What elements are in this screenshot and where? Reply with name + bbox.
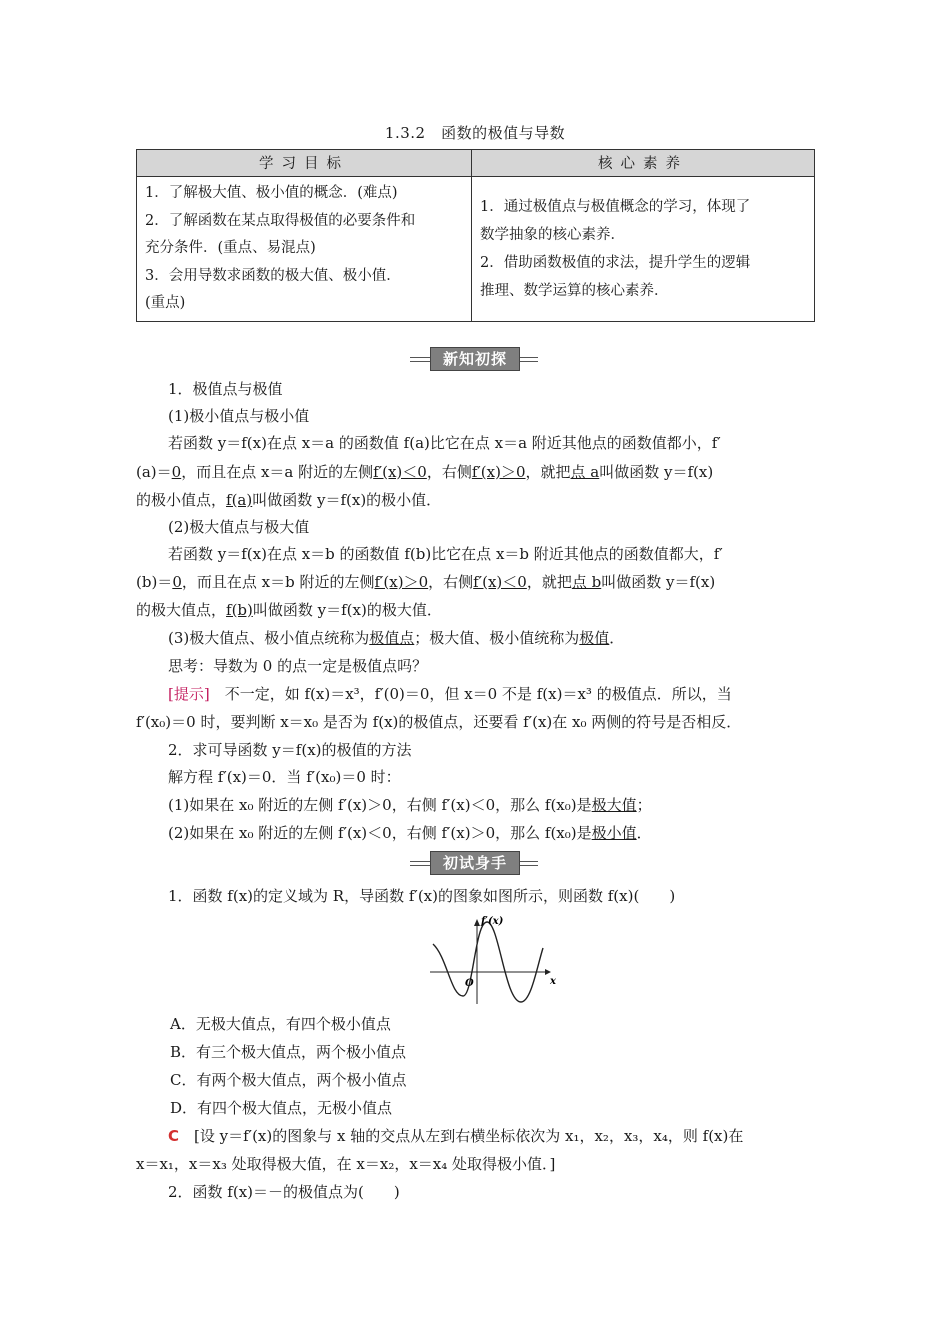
think-question: 思考：导数为 0 的点一定是极值点吗？ <box>168 657 428 675</box>
answer-line-2: x＝x₁，x＝x₃ 处取得极大值，在 x＝x₂，x＝x₄ 处取得极小值．] <box>136 1155 556 1173</box>
goal-line: 充分条件．(重点、易混点) <box>145 240 316 256</box>
literacy-cell <box>472 177 815 322</box>
answer-line-1: C [设 y＝f′(x)的图象与 x 轴的交点从左到右横坐标依次为 x₁，x₂，x₃，x₄，则 f(x)在 <box>168 1127 744 1145</box>
goals-cell <box>137 177 472 322</box>
banner-new-knowledge: 新知初探 <box>410 347 538 369</box>
literacy-header: 核心素养 <box>472 150 815 177</box>
question-1-stem: 1．函数 f(x)的定义域为 R，导函数 f′(x)的图象如图所示，则函数 f(x)( ) <box>168 887 676 905</box>
heading-extremum: 1．极值点与极值 <box>168 380 283 398</box>
x-label: x <box>550 976 556 987</box>
origin-label: O <box>465 978 474 989</box>
derivative-graph <box>425 912 560 1007</box>
goal-line: 1．了解极大值、极小值的概念．(难点) <box>145 185 398 201</box>
x-axis-arrow <box>545 969 551 975</box>
para-terms: (3)极大值点、极小值点统称为极值点；极大值、极小值统称为极值． <box>168 629 625 647</box>
option-c: C．有两个极大值点，两个极小值点 <box>170 1071 407 1089</box>
method-line-3: (2)如果在 x₀ 附近的左侧 f′(x)＜0，右侧 f′(x)＞0，那么 f(x₀)是极小值． <box>168 824 652 842</box>
curve <box>433 922 543 1002</box>
literacy-line: 数学抽象的核心素养． <box>480 226 625 243</box>
option-d: D．有四个极大值点，无极小值点 <box>170 1099 393 1117</box>
hint-tag: [提示] <box>168 685 210 703</box>
banner-try: 初试身手 <box>410 851 538 873</box>
para-max-2: (b)＝0，而且在点 x＝b 附近的左侧f′(x)＞0，右侧f′(x)＜0，就把点 b叫做函数 y＝f(x) <box>136 573 716 591</box>
hint-2: f′(x₀)＝0 时，要判断 x＝x₀ 是否为 f(x)的极值点，还要看 f′(x)在 x₀ 两侧的符号是否相反． <box>136 713 742 731</box>
goals-header: 学习目标 <box>137 150 472 177</box>
goal-line: (重点) <box>145 295 186 311</box>
literacy-line: 推理、数学运算的核心素养． <box>480 282 669 299</box>
goal-line: 2．了解函数在某点取得极值的必要条件和 <box>145 212 416 229</box>
hint-1: [提示] 不一定，如 f(x)＝x³，f′(0)＝0，但 x＝0 不是 f(x)＝x³ 的极值点．所以，当 <box>168 685 732 703</box>
para-min-1: 若函数 y＝f(x)在点 x＝a 的函数值 f(a)比它在点 x＝a 附近其他点的函数值都小，f′ <box>168 434 721 452</box>
heading-method: 2．求可导函数 y＝f(x)的极值的方法 <box>168 741 412 759</box>
method-line-1: 解方程 f′(x)＝0．当 f′(x₀)＝0 时： <box>168 768 401 786</box>
goals-table <box>136 149 815 322</box>
y-axis-arrow <box>474 919 480 926</box>
method-line-2: (1)如果在 x₀ 附近的左侧 f′(x)＞0，右侧 f′(x)＜0，那么 f(x₀)是极大值； <box>168 796 652 814</box>
heading-max: (2)极大值点与极大值 <box>168 518 310 536</box>
para-min-3: 的极小值点，f(a)叫做函数 y＝f(x)的极小值． <box>136 491 442 509</box>
para-min-2: (a)＝0，而且在点 x＝a 附近的左侧f′(x)＜0，右侧f′(x)＞0，就把点 a叫做函数 y＝f(x) <box>136 463 714 481</box>
option-a: A．无极大值点，有四个极小值点 <box>170 1015 391 1033</box>
question-2-stem: 2．函数 f(x)＝－的极值点为( ) <box>168 1183 400 1201</box>
answer-letter: C <box>168 1127 180 1145</box>
literacy-line: 2．借助函数极值的求法，提升学生的逻辑 <box>480 254 751 271</box>
heading-min: (1)极小值点与极小值 <box>168 407 310 425</box>
y-label: f′(x) <box>481 916 504 927</box>
literacy-line: 1．通过极值点与极值概念的学习，体现了 <box>480 198 751 215</box>
option-b: B．有三个极大值点，两个极小值点 <box>170 1043 407 1061</box>
section-title: 1.3.2 函数的极值与导数 <box>384 124 566 142</box>
para-max-3: 的极大值点，f(b)叫做函数 y＝f(x)的极大值． <box>136 601 442 619</box>
para-max-1: 若函数 y＝f(x)在点 x＝b 的函数值 f(b)比它在点 x＝b 附近其他点的函数值都大，f′ <box>168 545 723 563</box>
goal-line: 3．会用导数求函数的极大值、极小值． <box>145 267 401 284</box>
